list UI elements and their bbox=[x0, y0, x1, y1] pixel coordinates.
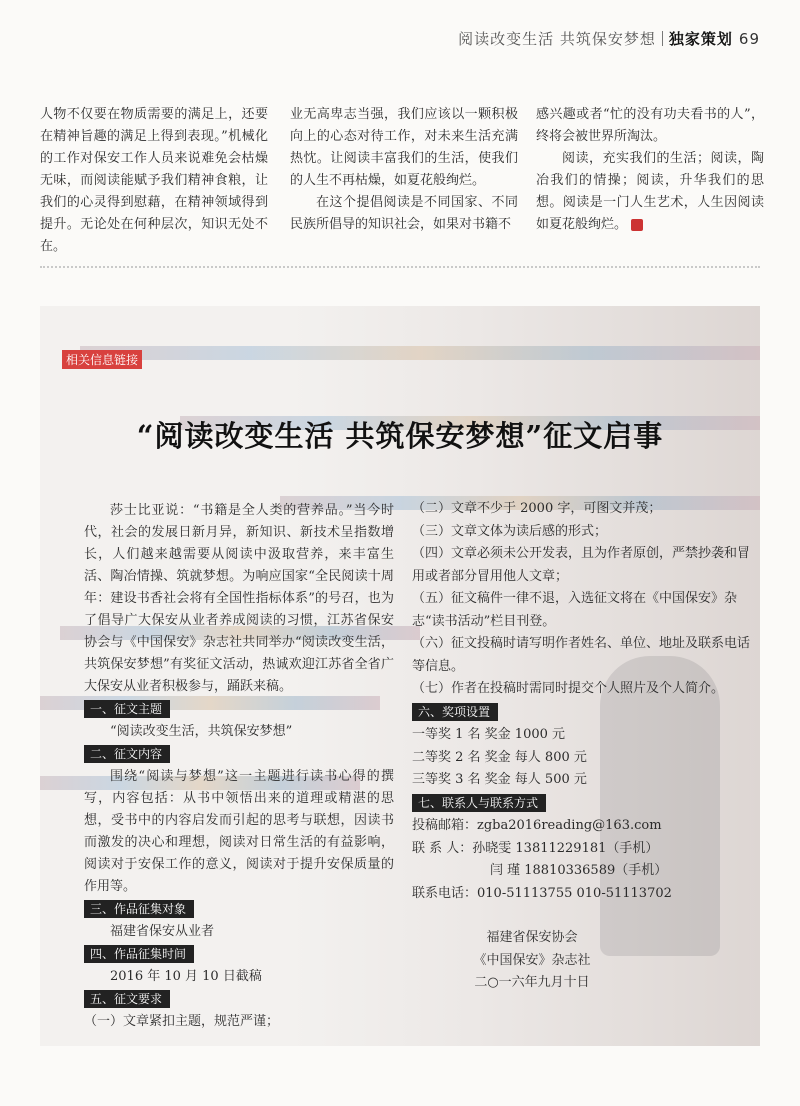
article-paragraph-text: 阅读，充实我们的生活；阅读，陶冶我们的情操；阅读，升华我们的思想。阅读是一门人生艺术，人生因阅读如夏花般绚烂。 bbox=[536, 151, 764, 232]
notice-left-column bbox=[84, 500, 394, 1033]
signature-date: 二○一六年九月十日 bbox=[474, 975, 590, 990]
article-paragraph: 业无高卑志当强，我们应该以一颗积极向上的心态对待工作，对未来生活充满热忱。让阅读丰富我们的生活，使我们的人生不再枯燥，如夏花般绚烂。 bbox=[290, 107, 518, 188]
section-heading: 七、联系人与联系方式 bbox=[412, 794, 546, 812]
requirement-item: （七）作者在投稿时需同时提交个人照片及个人简介。 bbox=[412, 681, 725, 696]
article-paragraph: 人物不仅要在物质需要的满足上，还要在精神旨趣的满足上得到表现。”机械化的工作对保安工作人员来说难免会枯燥无味，而阅读能赋予我们精神食粮，让我们的心灵得到慰藉，在精神领域得到提升。无论处在何种层次，知识无处不在。 bbox=[40, 107, 268, 254]
section-heading: 六、奖项设置 bbox=[412, 703, 498, 721]
requirement-item: （六）征文投稿时请写明作者姓名、单位、地址及联系电话等信息。 bbox=[412, 636, 751, 674]
requirement-item: （一）文章紧扣主题，规范严谨； bbox=[84, 1014, 280, 1029]
prize-line: 三等奖 3 名 奖金 每人 500 元 bbox=[412, 772, 587, 787]
section-heading: 二、征文内容 bbox=[84, 745, 170, 763]
requirement-item: （三）文章文体为读后感的形式； bbox=[412, 523, 608, 539]
signature-org: 《中国保安》杂志社 bbox=[473, 952, 591, 968]
related-info-tag: 相关信息链接 bbox=[62, 350, 142, 369]
bookshelf-row bbox=[80, 346, 760, 360]
article-paragraph: 在这个提倡阅读是不同国家、不同民族所倡导的知识社会，如果对书籍不 bbox=[290, 195, 518, 232]
running-header bbox=[458, 28, 760, 49]
requirement-item: （二）文章不少于 2000 字，可图文并茂； bbox=[412, 501, 662, 516]
section-body: 福建省保安从业者 bbox=[110, 924, 215, 939]
page-number: 69 bbox=[738, 30, 760, 48]
article-continuation bbox=[40, 104, 770, 254]
contact-phone: 联系电话：010-51113755 010-51113702 bbox=[412, 885, 672, 901]
requirement-item: （五）征文稿件一律不退，入选征文将在《中国保安》杂志“读书活动”栏目刊登。 bbox=[412, 591, 738, 629]
section-heading: 四、作品征集时间 bbox=[84, 945, 194, 963]
contact-email: 投稿邮箱：zgba2016reading@163.com bbox=[412, 818, 662, 833]
notice-right-column bbox=[412, 498, 752, 995]
section-body: 2016 年 10 月 10 日截稿 bbox=[110, 969, 262, 984]
signature-org: 福建省保安协会 bbox=[486, 930, 578, 945]
section-heading: 三、作品征集对象 bbox=[84, 900, 194, 918]
contact-person: 联 系 人：孙晓雯 13811229181（手机） bbox=[412, 840, 659, 856]
end-mark-icon bbox=[631, 219, 643, 231]
requirement-item: （四）文章必须未公开发表，且为作者原创，严禁抄袭和冒用或者部分冒用他人文章； bbox=[412, 546, 751, 584]
prize-line: 一等奖 1 名 奖金 1000 元 bbox=[412, 727, 566, 742]
header-section-title: 阅读改变生活 共筑保安梦想 bbox=[458, 30, 656, 48]
notice-intro: 莎士比亚说：“书籍是全人类的营养品。”当今时代，社会的发展日新月异，新知识、新技术呈指数增长，人们越来越需要从阅读中汲取营养，来丰富生活、陶冶情操、筑就梦想。为响应国家“全民阅读十周年：建设书香社会将有全国性指标体系”的号召，也为了倡导广大保安从业者养成阅读的习惯，江苏省保安协会与《中国保安》杂志社共同举办“阅读改变生活，共筑保安梦想”有奖征文活动，热诚欢迎江苏省全省广大保安从业者积极参与，踊跃来稿。 bbox=[84, 503, 394, 694]
article-paragraph bbox=[536, 148, 764, 236]
article-paragraph: 感兴趣或者“忙的没有功夫看书的人”，终将会被世界所淘汰。 bbox=[536, 107, 764, 144]
notice-title: “阅读改变生活 共筑保安梦想”征文启事 bbox=[136, 419, 664, 453]
section-body: 围绕“阅读与梦想”这一主题进行读书心得的撰写，内容包括：从书中领悟出来的道理或精湛的思想，受书中的内容启发而引起的思考与联想，因读书而激发的决心和理想，阅读对日常生活的有益影响，阅读对于安保工作的意义，阅读对于提升安保质量的作用等。 bbox=[84, 769, 394, 894]
header-divider bbox=[662, 31, 663, 46]
prize-line: 二等奖 2 名 奖金 每人 800 元 bbox=[412, 749, 587, 765]
article-column-2 bbox=[290, 104, 518, 236]
header-column-name: 独家策划 bbox=[668, 30, 733, 48]
section-body: “阅读改变生活，共筑保安梦想” bbox=[110, 724, 293, 739]
section-heading: 一、征文主题 bbox=[84, 700, 170, 718]
contact-person: 闫 瑾 18810336589（手机） bbox=[490, 863, 668, 878]
section-divider bbox=[40, 266, 760, 268]
section-heading: 五、征文要求 bbox=[84, 990, 170, 1008]
article-column-1 bbox=[40, 104, 268, 258]
article-column-3 bbox=[536, 104, 764, 236]
